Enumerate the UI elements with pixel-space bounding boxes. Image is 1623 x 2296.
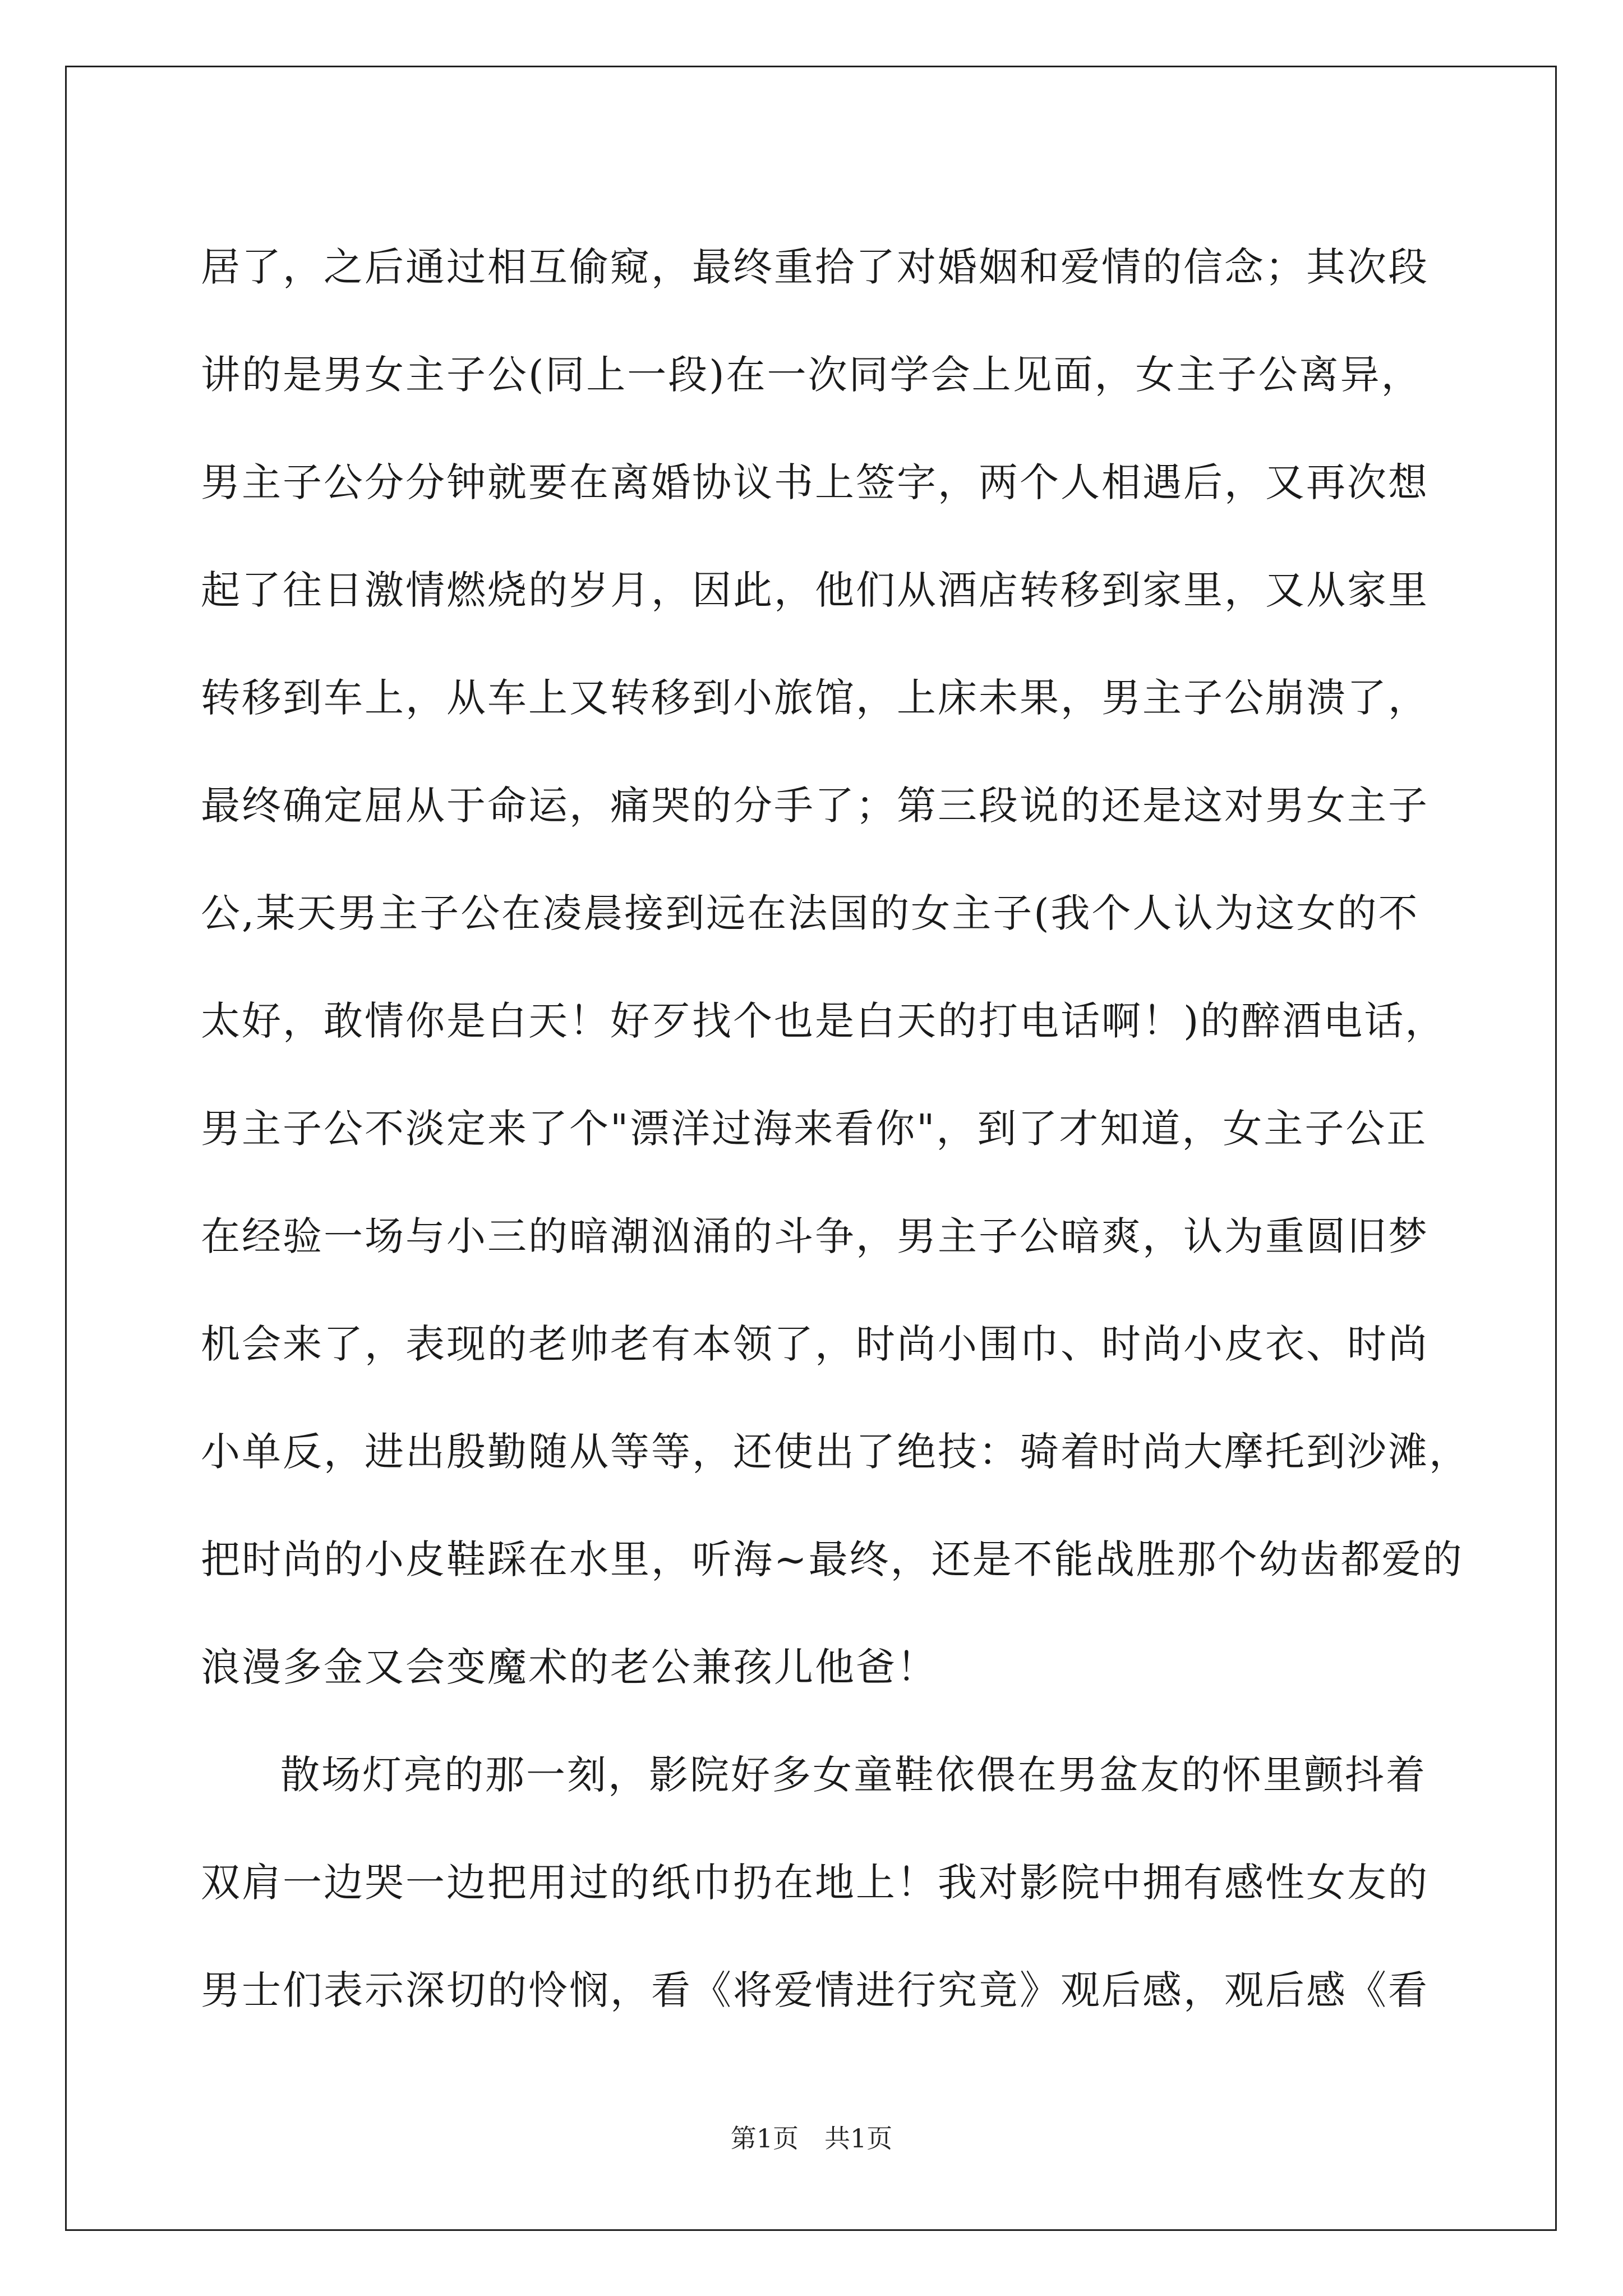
text-line: 机会来了，表现的老帅老有本领了，时尚小围巾、时尚小皮衣、时尚 [201, 1321, 1429, 1367]
text-line: 最终确定屈从于命运，痛哭的分手了；第三段说的还是这对男女主子 [201, 783, 1429, 829]
text-line: 浪漫多金又会变魔术的老公兼孩儿他爸！ [201, 1644, 938, 1690]
text-line: 公,某天男主子公在凌晨接到远在法国的女主子(我个人认为这女的不 [201, 890, 1419, 936]
text-line: 小单反，进出殷勤随从等等，还使出了绝技：骑着时尚大摩托到沙滩， [201, 1429, 1470, 1475]
text-line: 男士们表示深切的怜悯，看《将爱情进行究竟》观后感，观后感《看 [201, 1967, 1429, 2013]
text-line: 男主子公分分钟就要在离婚协议书上签字，两个人相遇后，又再次想 [201, 459, 1429, 505]
text-line: 双肩一边哭一边把用过的纸巾扔在地上！我对影院中拥有感性女友的 [201, 1860, 1429, 1906]
text-line: 把时尚的小皮鞋踩在水里，听海~最终，还是不能战胜那个幼齿都爱的 [201, 1536, 1464, 1582]
text-line: 讲的是男女主子公(同上一段)在一次同学会上见面，女主子公离异， [201, 352, 1422, 398]
page-total: 共1页 [824, 2123, 893, 2154]
page-footer [0, 2122, 1623, 2155]
text-line: 在经验一场与小三的暗潮汹涌的斗争，男主子公暗爽，认为重圆旧梦 [201, 1213, 1429, 1259]
page-number: 第1页 [730, 2123, 799, 2154]
text-line: 起了往日激情燃烧的岁月，因此，他们从酒店转移到家里，又从家里 [201, 567, 1429, 613]
text-line: 居了，之后通过相互偷窥，最终重拾了对婚姻和爱情的信念；其次段 [201, 244, 1429, 290]
text-line: 转移到车上，从车上又转移到小旅馆，上床未果，男主子公崩溃了， [201, 675, 1429, 721]
document-body [201, 213, 1470, 2044]
text-line: 男主子公不淡定来了个"漂洋过海来看你"，到了才知道，女主子公正 [201, 1106, 1428, 1152]
text-line-paragraph-start: 散场灯亮的那一刻，影院好多女童鞋依偎在男盆友的怀里颤抖着 [280, 1752, 1427, 1798]
text-line: 太好，敢情你是白天！好歹找个也是白天的打电话啊！)的醉酒电话， [201, 998, 1446, 1044]
